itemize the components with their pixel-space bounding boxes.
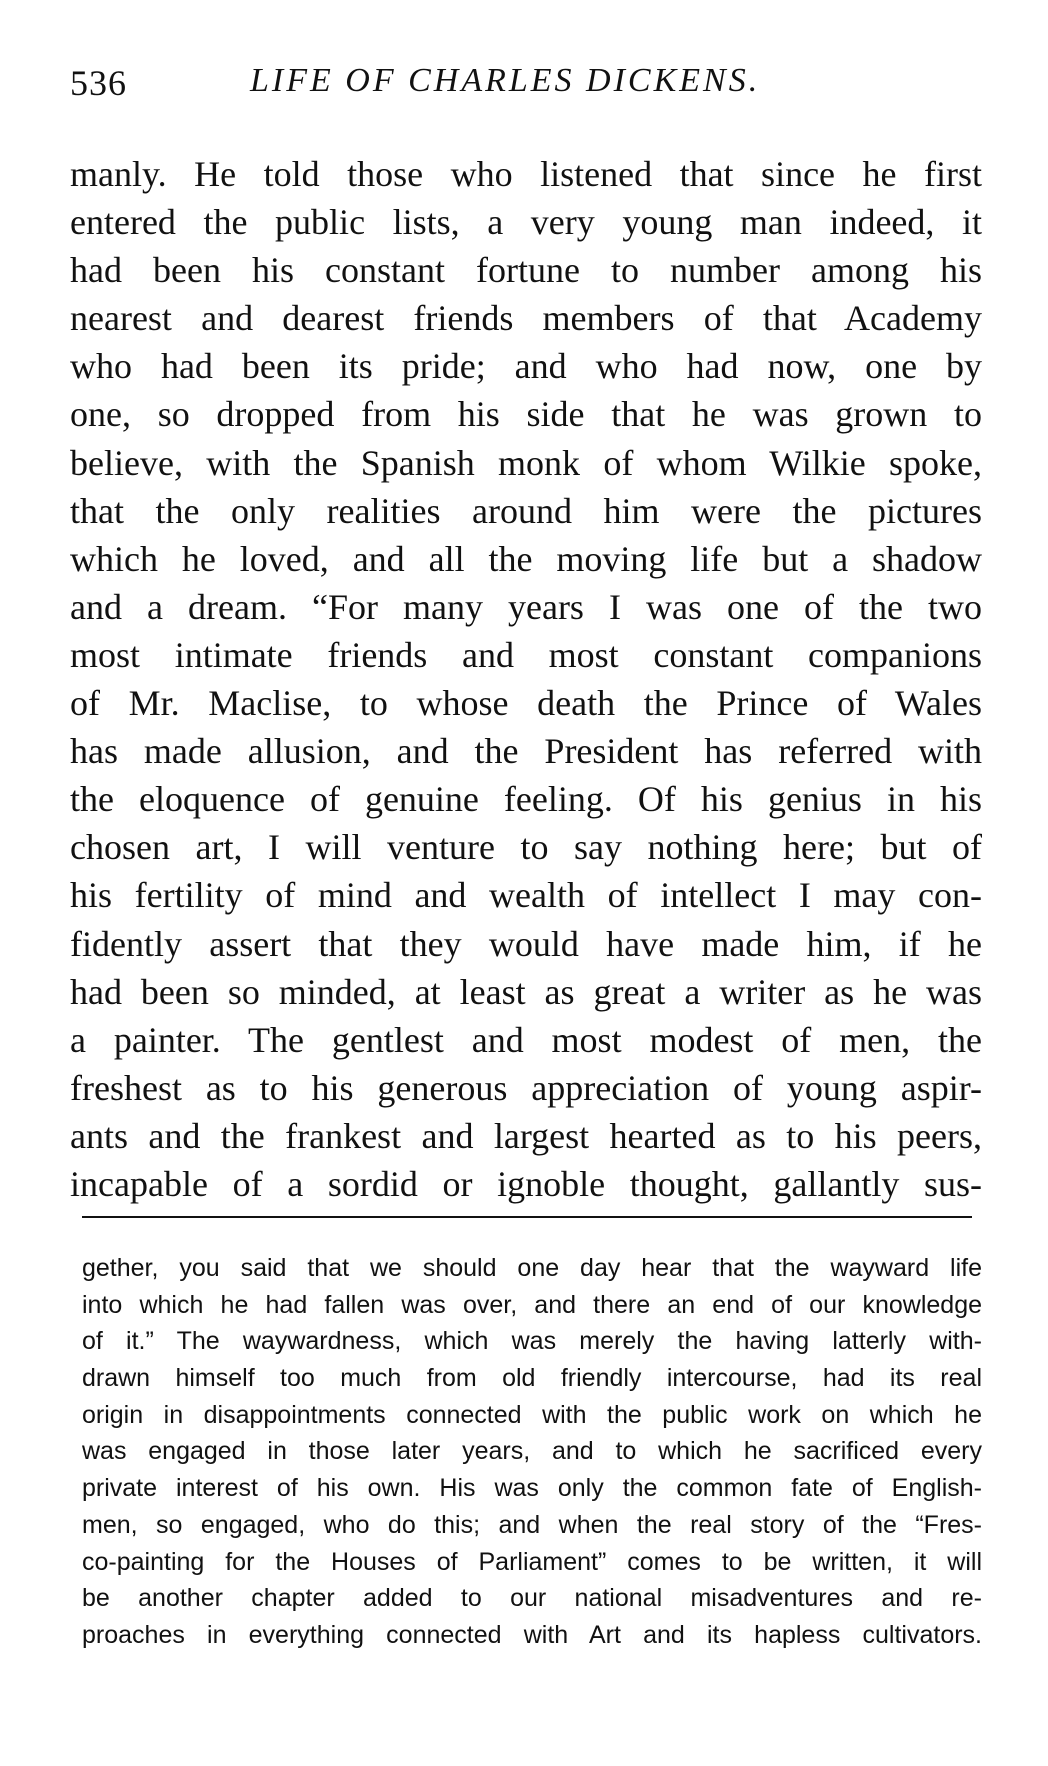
text-line: one, so dropped from his side that he was grown to [70,394,982,435]
footnote-line: proaches in everything connected with Art and its hapless cultivators. [82,1620,982,1649]
footnote-line: origin in disappointments connected with the public work on which he [82,1400,982,1429]
text-line: fidently assert that they would have made him, if he [70,923,982,964]
text-line: and a dream. “For many years I was one of the two [70,586,982,627]
text-line: had been so minded, at least as great a writer as he was [70,971,982,1012]
text-line: which he loved, and all the moving life but a shadow [70,538,982,579]
text-line: freshest as to his generous appreciation of young aspir- [70,1067,982,1108]
footnote-line: drawn himself too much from old friendly intercourse, had its real [82,1364,982,1393]
text-line: of Mr. Maclise, to whose death the Prince of Wales [70,683,982,724]
text-line: the eloquence of genuine feeling. Of his genius in his [70,779,982,820]
text-line: his fertility of mind and wealth of intellect I may con- [70,875,982,916]
text-line: who had been its pride; and who had now, one by [70,346,982,387]
text-line: nearest and dearest friends members of that Academy [70,298,982,339]
footnote-line: gether, you said that we should one day hear that the wayward life [82,1254,982,1282]
footnote [82,1250,982,1654]
text-line: had been his constant fortune to number among his [70,250,982,291]
page-number: 536 [70,63,127,103]
footnote-divider [82,1216,972,1218]
text-line: that the only realities around him were the pictures [70,490,982,531]
text-line: entered the public lists, a very young man indeed, it [70,202,982,243]
text-line: ants and the frankest and largest hearted as to his peers, [70,1115,982,1156]
text-line: incapable of a sordid or ignoble thought, gallantly sus- [70,1163,982,1204]
footnote-line: private interest of his own. His was only the common fate of English- [82,1474,982,1503]
text-line: has made allusion, and the President has referred with [70,731,982,772]
footnote-line: be another chapter added to our national misadventures and re- [82,1584,982,1613]
body-text [70,150,982,1208]
text-line: most intimate friends and most constant companions [70,634,982,675]
footnote-line: into which he had fallen was over, and there an end of our knowledge [82,1290,982,1319]
footnote-line: men, so engaged, who do this; and when the real story of the “Fres- [82,1510,982,1539]
text-line: manly. He told those who listened that since he first [70,154,982,194]
footnote-line: of it.” The waywardness, which was merely the having latterly with- [82,1327,982,1356]
footnote-line: was engaged in those later years, and to which he sacrificed every [82,1437,982,1466]
footnote-line: co-painting for the Houses of Parliament” comes to be written, it will [82,1547,982,1576]
running-title: LIFE OF CHARLES DICKENS. [250,62,761,99]
text-line: a painter. The gentlest and most modest of men, the [70,1019,982,1060]
text-line: chosen art, I will venture to say nothing here; but of [70,827,982,868]
text-line: believe, with the Spanish monk of whom Wilkie spoke, [70,442,982,483]
running-header [70,62,970,112]
